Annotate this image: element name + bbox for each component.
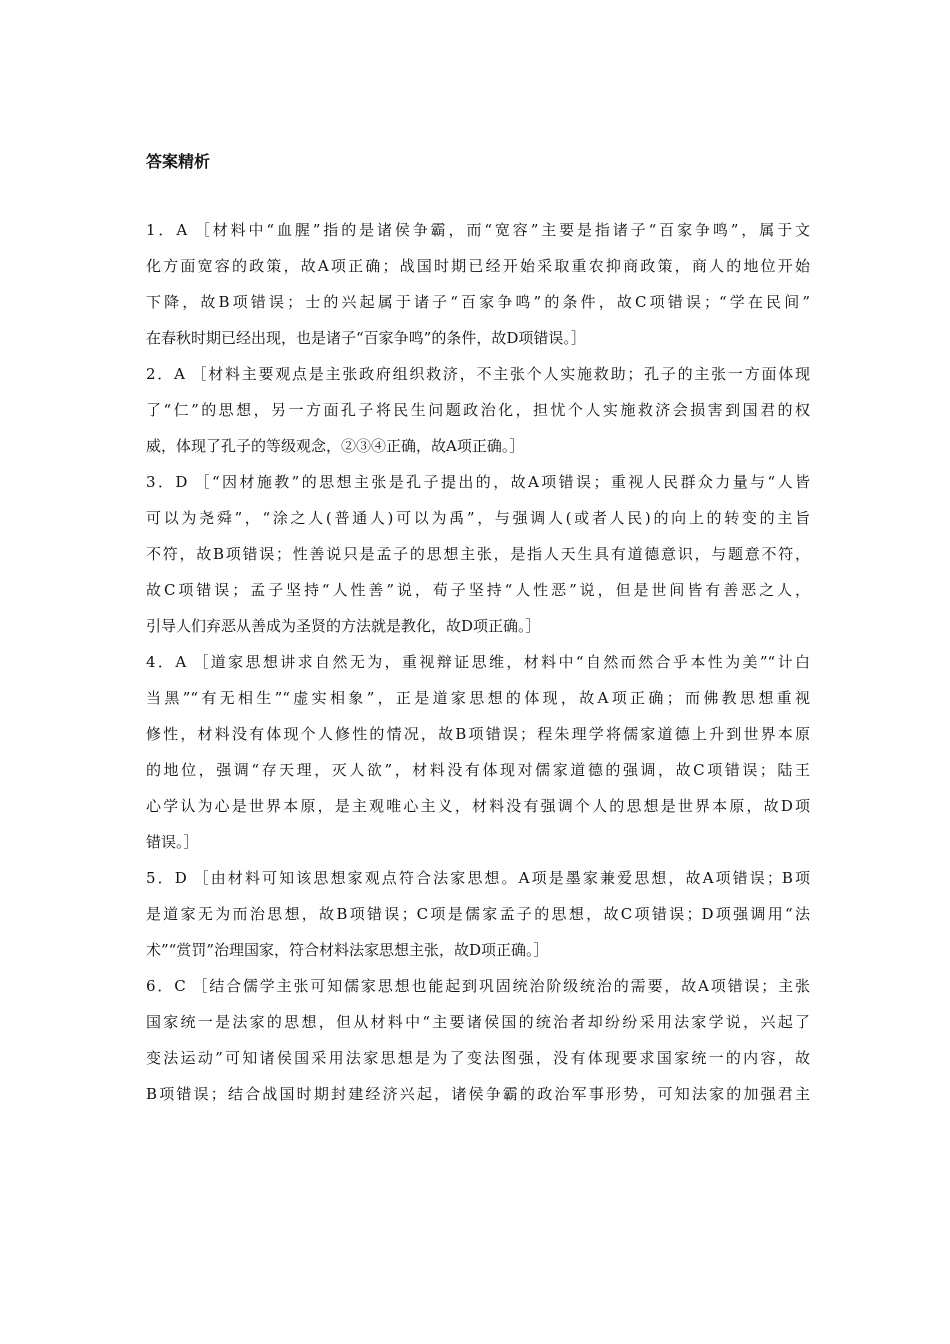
answer-item	[146, 644, 810, 860]
answer-line: B项错误；结合战国时期封建经济兴起，诸侯争霸的政治军事形势，可知法家的加强君主	[146, 1085, 810, 1103]
answer-line: 术”“赏罚”治理国家，符合材料法家思想主张，故D项正确。］	[146, 941, 549, 959]
answer-line: 2．A ［材料主要观点是主张政府组织救济，不主张个人实施救助；孔子的主张一方面体现	[146, 365, 810, 383]
answer-item	[146, 464, 810, 644]
answer-line: 修性，材料没有体现个人修性的情况，故B项错误；程朱理学将儒家道德上升到世界本原	[146, 725, 810, 743]
answer-line: 3．D ［“因材施教”的思想主张是孔子提出的，故A项错误；重视人民群众力量与“人皆	[146, 473, 810, 491]
answer-item	[146, 860, 810, 968]
answer-line: 是道家无为而治思想，故B项错误；C项是儒家孟子的思想，故C项错误；D项强调用“法	[146, 905, 810, 923]
answer-list	[146, 212, 810, 1112]
answer-line: 威，体现了孔子的等级观念，②③④正确，故A项正确。］	[146, 437, 525, 455]
answer-item	[146, 212, 810, 356]
answer-line: 国家统一是法家的思想，但从材料中“主要诸侯国的统治者却纷纷采用法家学说，兴起了	[146, 1013, 810, 1031]
page-title: 答案精析	[146, 152, 211, 171]
answer-line: 4．A ［道家思想讲求自然无为，重视辩证思维，材料中“自然而然合乎本性为美”“计白	[146, 653, 810, 671]
answer-line: 故C项错误；孟子坚持“人性善”说，荀子坚持“人性恶”说，但是世间皆有善恶之人，	[146, 581, 810, 599]
answer-line: 可以为尧舜”，“涂之人(普通人)可以为禹”，与强调人(或者人民)的向上的转变的主旨	[146, 509, 810, 527]
answer-line: 变法运动”可知诸侯国采用法家思想是为了变法图强，没有体现要求国家统一的内容，故	[146, 1049, 810, 1067]
answer-line: 下降，故B项错误；士的兴起属于诸子“百家争鸣”的条件，故C项错误；“学在民间”	[146, 293, 810, 311]
answer-line: 化方面宽容的政策，故A项正确；战国时期已经开始采取重农抑商政策，商人的地位开始	[146, 257, 810, 275]
answer-item	[146, 356, 810, 464]
answer-line: 的地位，强调“存天理，灭人欲”，材料没有体现对儒家道德的强调，故C项错误；陆王	[146, 761, 810, 779]
answer-line: 1．A ［材料中“血腥”指的是诸侯争霸，而“宽容”主要是指诸子“百家争鸣”，属于文	[146, 221, 810, 239]
answer-line: 5．D ［由材料可知该思想家观点符合法家思想。A项是墨家兼爱思想，故A项错误；B项	[146, 869, 810, 887]
answer-line: 错误。］	[146, 833, 199, 851]
answer-line: 了“仁”的思想，另一方面孔子将民生问题政治化，担忧个人实施救济会损害到国君的权	[146, 401, 810, 419]
answer-line: 当黑”“有无相生”“虚实相象”，正是道家思想的体现，故A项正确；而佛教思想重视	[146, 689, 810, 707]
answer-item	[146, 968, 810, 1112]
answer-line: 引导人们弃恶从善成为圣贤的方法就是教化，故D项正确。］	[146, 617, 541, 635]
answer-line: 不符，故B项错误；性善说只是孟子的思想主张，是指人天生具有道德意识，与题意不符，	[146, 545, 810, 563]
answer-line: 6．C ［结合儒学主张可知儒家思想也能起到巩固统治阶级统治的需要，故A项错误；主张	[146, 977, 811, 995]
answer-line: 在春秋时期已经出现，也是诸子“百家争鸣”的条件，故D项错误。］	[146, 329, 586, 347]
answer-line: 心学认为心是世界本原，是主观唯心主义，材料没有强调个人的思想是世界本原，故D项	[146, 797, 810, 815]
